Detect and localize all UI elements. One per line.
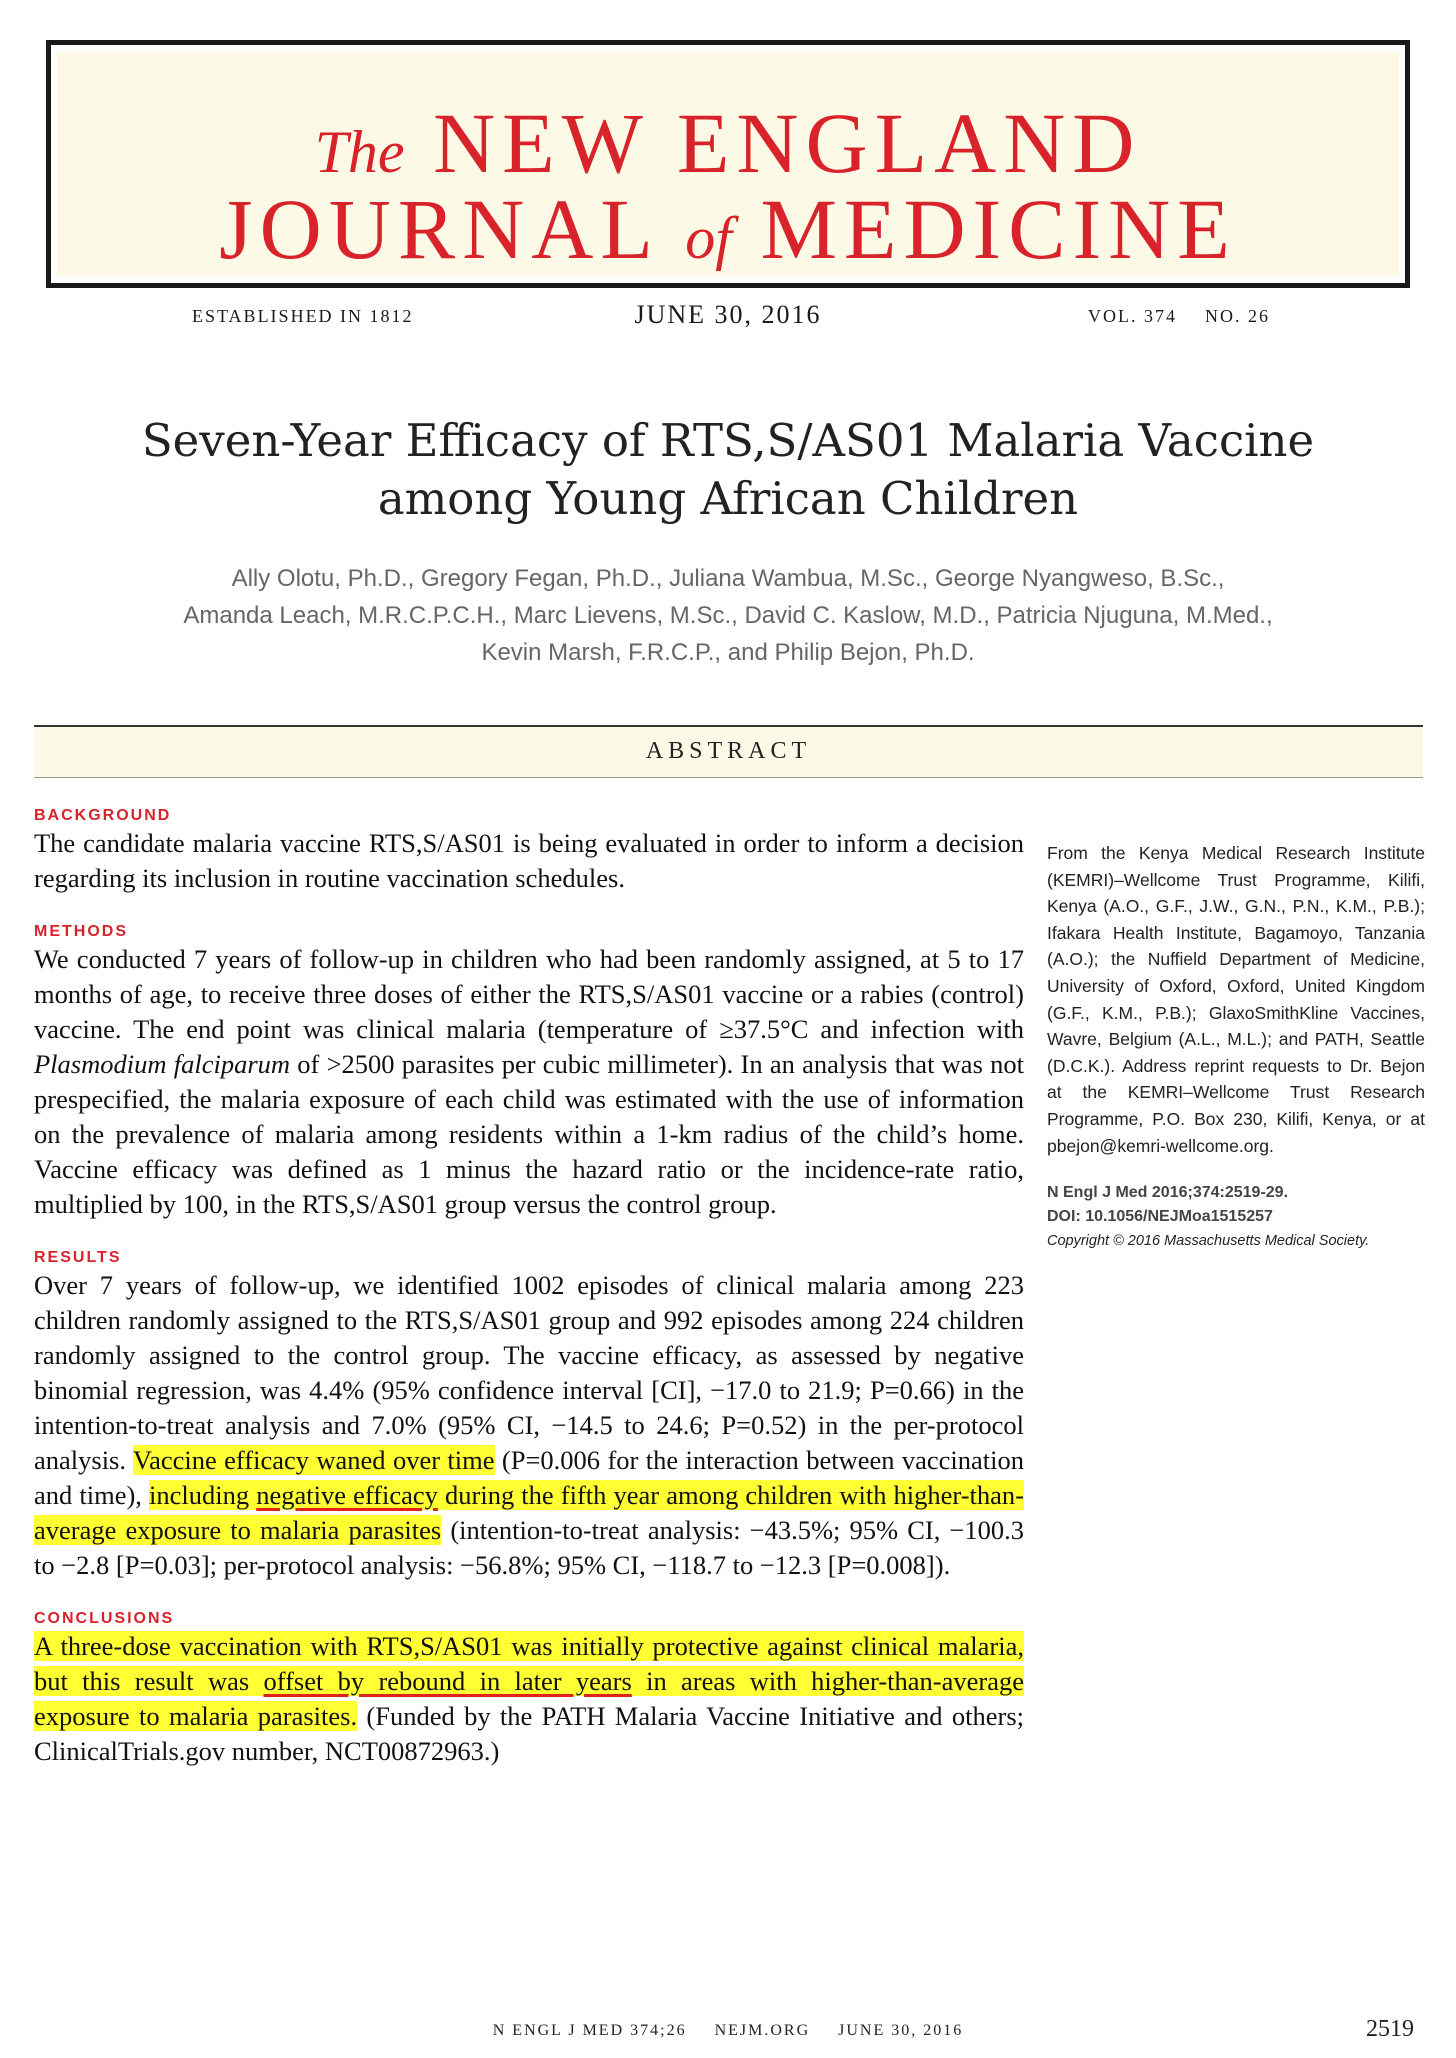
background-text: The candidate malaria vaccine RTS,S/AS01 is being evaluated in order to inform a decision regarding its inclusion in routine vaccination schedules. xyxy=(34,828,1024,893)
authors-line-2: Amanda Leach, M.R.C.P.C.H., Marc Lievens, M.Sc., David C. Kaslow, M.D., Patricia Njuguna, M.Med., xyxy=(183,602,1273,629)
title-line-2: among Young African Children xyxy=(377,472,1079,525)
established-label: ESTABLISHED IN 1812 xyxy=(192,306,414,326)
conclusions-highlight-2: in areas with higher-than-average exposure to malaria parasites. xyxy=(34,1666,1024,1731)
issue-date: JUNE 30, 2016 xyxy=(634,300,822,329)
journal-logo-line-1 xyxy=(57,93,1399,193)
page-number: 2519 xyxy=(1366,2016,1414,2042)
results-highlight-1: Vaccine efficacy waned over time xyxy=(132,1445,495,1475)
methods-text-part-1: We conducted 7 years of follow-up in children who had been randomly assigned, at 5 to 17 months of age, to receive three doses of either the RTS,S/AS01 vaccine or a rabies (control) vaccine. The end point was clinical malaria (temperature of ≥37.5°C and infection with xyxy=(34,944,1024,1044)
footer-journal-ref: N ENGL J MED 374;26 xyxy=(492,2022,687,2039)
logo-journal: JOURNAL xyxy=(219,181,657,277)
title-line-1: Seven-Year Efficacy of RTS,S/AS01 Malaria Vaccine xyxy=(141,414,1315,467)
copyright-notice: Copyright © 2016 Massachusetts Medical Society. xyxy=(1047,1233,1370,1250)
results-text-part-3: (intention-to-treat analysis: −43.5%; 95% CI, −100.3 to −2.8 [P=0.03]; per-protocol analysis: −56.8%; 95% CI, −118.7 to −12.3 [P=0.008]). xyxy=(34,1515,1024,1580)
conclusions-text-part-2: (Funded by the PATH Malaria Vaccine Initiative and others; ClinicalTrials.gov number, NCT00872963.) xyxy=(34,1701,1024,1766)
abstract-body xyxy=(34,806,1024,1795)
logo-new-england: NEW ENGLAND xyxy=(433,95,1142,191)
methods-text-part-2: of >2500 parasites per cubic millimeter). In an analysis that was not prespecified, the malaria exposure of each child was estimated with the use of information on the prevalence of malaria among residents within a 1-km radius of the child’s home. Vaccine efficacy was defined as 1 minus the hazard ratio or the incidence-rate ratio, multiplied by 100, in the RTS,S/AS01 group versus the control group. xyxy=(34,1049,1024,1219)
footer-date: JUNE 30, 2016 xyxy=(838,2022,964,2039)
logo-of: of xyxy=(685,205,732,271)
authors-line-1: Ally Olotu, Ph.D., Gregory Fegan, Ph.D., Juliana Wambua, M.Sc., George Nyangweso, B.Sc., xyxy=(231,565,1225,592)
article-title xyxy=(60,412,1396,528)
journal-logo-line-2 xyxy=(57,179,1399,279)
results-underline-negative-efficacy: negative efficacy xyxy=(256,1480,438,1510)
issue-number-label: NO. 26 xyxy=(1205,306,1270,326)
volume-label: VOL. 374 xyxy=(1088,306,1177,326)
footer-site: NEJM.ORG xyxy=(714,2022,811,2039)
volume-number xyxy=(1088,306,1270,327)
methods-species-name: Plasmodium falciparum xyxy=(34,1049,291,1079)
conclusions-heading: CONCLUSIONS xyxy=(34,1610,175,1627)
results-text-part-1: Over 7 years of follow-up, we identified 1002 episodes of clinical malaria among 223 children randomly assigned to the RTS,S/AS01 group and 992 episodes among 224 children randomly assigned to the control group. The vaccine efficacy, as assessed by negative binomial regression, was 4.4% (95% confidence interval [CI], −17.0 to 21.9; P=0.66) in the intention-to-treat analysis and 7.0% (95% CI, −14.5 to 24.6; P=0.52) in the per-protocol analysis. xyxy=(34,1270,1024,1475)
conclusions-underline-rebound: offset by rebound in later years xyxy=(263,1666,632,1696)
results-text-part-2: (P=0.006 for the interaction between vaccination and time), xyxy=(34,1445,1025,1510)
conclusions-text xyxy=(34,1629,1024,1769)
methods-heading: METHODS xyxy=(34,923,128,940)
masthead-panel xyxy=(57,51,1399,277)
abstract-banner: ABSTRACT xyxy=(34,725,1423,778)
citation-block xyxy=(1047,1181,1425,1253)
authors-line-3: Kevin Marsh, F.R.C.P., and Philip Bejon, Ph.D. xyxy=(481,639,975,666)
conclusions-highlight-1: A three-dose vaccination with RTS,S/AS01 was initially protective against clinical malaria, but this result was xyxy=(34,1631,1024,1696)
side-column xyxy=(1047,840,1425,1253)
logo-medicine: MEDICINE xyxy=(760,181,1237,277)
masthead xyxy=(46,40,1410,288)
results-heading: RESULTS xyxy=(34,1249,122,1266)
background-heading: BACKGROUND xyxy=(34,807,172,824)
results-highlight-2: including xyxy=(149,1480,257,1510)
author-list xyxy=(60,560,1396,671)
page-footer xyxy=(0,2022,1456,2040)
issue-line xyxy=(0,300,1456,330)
doi-link[interactable]: DOI: 10.1056/NEJMoa1515257 xyxy=(1047,1208,1273,1226)
methods-text xyxy=(34,942,1024,1222)
author-affiliations: From the Kenya Medical Research Institute (KEMRI)–Wellcome Trust Programme, Kilifi, Kenya (A.O., G.F., J.W., G.N., P.N., K.M., P.B.); Ifakara Health Institute, Bagamoyo, Tanzania (A.O.); the Nuffield Department of Medicine, University of Oxford, Oxford, United Kingdom (G.F., K.M., P.B.); GlaxoSmithKline Vaccines, Wavre, Belgium (A.L., M.L.); and PATH, Seattle (D.C.K.). Address reprint requests to Dr. Bejon at the KEMRI–Wellcome Trust Research Programme, P.O. Box 230, Kilifi, Kenya, or at pbejon@kemri-wellcome.org. xyxy=(1047,843,1425,1156)
citation: N Engl J Med 2016;374:2519-29. xyxy=(1047,1184,1289,1202)
logo-the: The xyxy=(314,119,405,185)
results-text xyxy=(34,1268,1024,1583)
results-highlight-3: during the fifth year among children with higher-than-average exposure to malaria parasites xyxy=(34,1480,1025,1545)
